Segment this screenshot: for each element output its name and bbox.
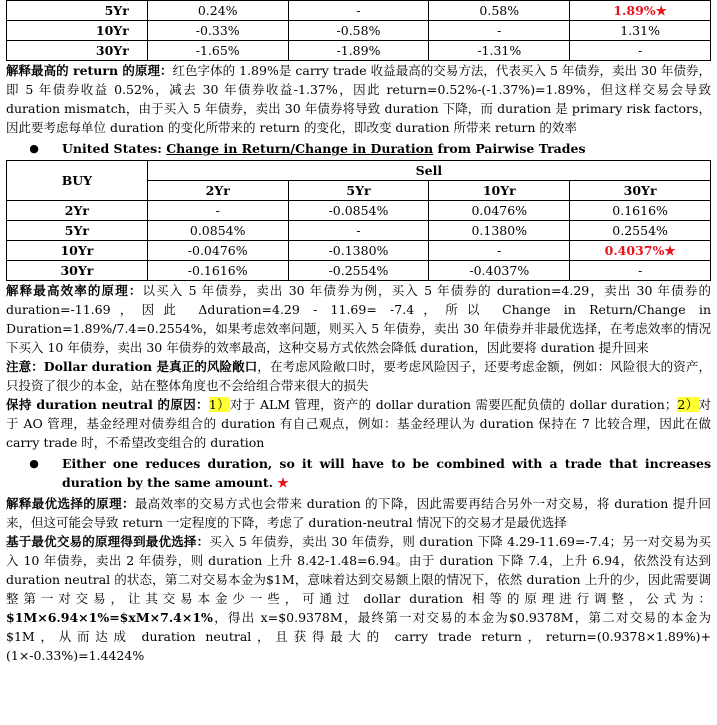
table-row — [7, 201, 711, 221]
table-cell: -0.0476% — [147, 241, 288, 261]
table-cell: 0.0476% — [429, 201, 570, 221]
paragraph-text: 买入 5 年债券，卖出 30 年债券，则 duration 下降 4.29-11.69=-7.4；另一对交易为买入 10 年债券，卖出 2 年债券，则 duration 上升 8.42-1.48=6.94。由于 duration 下降 7.4，上升 6.94，依然没有达到 duration neutral 的状态，第二对交易本金为$1M，意味着达到交易额上限的情况下，依然 duration 上升的少，因此需要调整第一对交易，让其交易本金少一些，可通过 dollar duration 相等的原理进行调整，公式为： — [6, 534, 711, 606]
bullet-icon: ● — [29, 142, 39, 155]
return-table — [6, 0, 711, 61]
paragraph-heading: 保持 duration neutral 的原因： — [6, 397, 209, 412]
table-cell: 0.24% — [147, 1, 288, 21]
paragraph-heading: 注意：Dollar duration 是真正的风险敞口 — [6, 359, 258, 374]
row-label: 10Yr — [7, 21, 148, 41]
row-label: 30Yr — [7, 41, 148, 61]
row-label: 5Yr — [7, 1, 148, 21]
paragraph-text: 对于 ALM 管理，资产的 dollar duration 需要匹配负债的 dollar duration； — [230, 397, 678, 412]
formula: $1M×6.94×1%=$xM×7.4×1% — [6, 610, 213, 625]
bullet-icon: ● — [29, 457, 39, 470]
column-header: 2Yr — [147, 181, 288, 201]
bullet-text: Either one reduces duration, so it will have to be combined with a trade that increases duration by the same amount. ★ — [62, 456, 711, 490]
table-cell: -0.0854% — [288, 201, 429, 221]
column-header: 10Yr — [429, 181, 570, 201]
row-label: 30Yr — [7, 261, 148, 281]
table-row — [7, 41, 711, 61]
paragraph-heading: 解释最高的 return 的原理： — [6, 63, 173, 78]
table-cell: - — [429, 21, 570, 41]
table-cell: 0.58% — [429, 1, 570, 21]
table-cell: - — [570, 261, 711, 281]
table-row — [7, 221, 711, 241]
highlight-marker: 2） — [677, 397, 699, 412]
row-label: 2Yr — [7, 201, 148, 221]
table-cell: -0.2554% — [288, 261, 429, 281]
table-cell: 0.1380% — [429, 221, 570, 241]
table-cell: 0.0854% — [147, 221, 288, 241]
paragraph-text: 对于 AO 管理，基金经理对债券组合的 duration 有自己观点，例如：基金经理认为 duration 保持在 7 比较合理，因此在做 carry trade 时，不希望改变组合的 duration — [6, 397, 712, 450]
column-header: 30Yr — [570, 181, 711, 201]
column-header: 5Yr — [288, 181, 429, 201]
table-cell: -1.89% — [288, 41, 429, 61]
efficiency-table — [6, 160, 711, 281]
table-row — [7, 21, 711, 41]
table-cell-highlight: 0.4037%★ — [570, 241, 711, 261]
paragraph-text: ，得出 x=$0.9378M，最终第一对交易的本金为$0.9378M，第二对交易的本金为$1M，从而达成 duration neutral，且获得最大的 carry trade return，return=(0.9378×1.89%)+(1×-0.33%)=1.4424% — [6, 610, 711, 663]
star-icon: ★ — [277, 475, 289, 490]
paragraph-highest-return — [6, 61, 711, 137]
paragraph-dollar-duration-note — [6, 357, 711, 395]
paragraph-text: 以买入 5 年债券，卖出 30 年债券为例，买入 5 年债券的 duration=4.29，卖出 30 年债券的 duration=-11.69，因此 Δduration=4.29 - 11.69= -7.4，所以 Change in Return/Change in Duration=1.89%/7.4=0.2554%，如果考虑效率问题，则买入 5 年债券，卖出 30 年债券并非最优选择，在考虑效率的情况下买入 10 年债券，卖出 30 年债券的效率最高，这种交易方式依然会降低 duration，因此要将 duration 提升回来 — [6, 283, 711, 355]
bullet-text: United States: Change in Return/Change in Duration from Pairwise Trades — [62, 141, 586, 156]
table-header-row — [7, 161, 711, 181]
paragraph-text: ，在考虑风险敞口时，要考虑风险因子，还要考虑金额，例如：风险很大的资产，只投资了很少的本金，站在整体角度也不会给组合带来很大的损失 — [6, 359, 711, 393]
paragraph-text: 红色字体的 1.89%是 carry trade 收益最高的交易方法，代表买入 5 年债券，卖出 30 年债券，即 5 年债券收益 0.52%，减去 30 年债券收益-1.37%，因此 return=0.52%-(-1.37%)=1.89%，但这样交易会导致 duration mismatch，由于买入 5 年债券，卖出 30 年债券将导致 duration 下降，而 duration 是 primary risk factors，因此要考虑每单位 duration 的变化所带来的 return 的变化，即改变 duration 所带来 return 的效率 — [6, 63, 711, 135]
paragraph-highest-efficiency — [6, 281, 711, 357]
table-cell: -1.31% — [429, 41, 570, 61]
table-cell: -0.33% — [147, 21, 288, 41]
table-cell: -0.4037% — [429, 261, 570, 281]
sell-header: Sell — [147, 161, 710, 181]
table-row — [7, 241, 711, 261]
paragraph-text: 最高效率的交易方式也会带来 duration 的下降，因此需要再结合另外一对交易，将 duration 提升回来，但这可能会导致 return 一定程度的下降，考虑了 duration-neutral 情况下的交易才是最优选择 — [6, 496, 711, 530]
buy-header: BUY — [7, 161, 148, 201]
table-cell: -0.1380% — [288, 241, 429, 261]
table-cell: - — [288, 1, 429, 21]
paragraph-optimal-choice — [6, 532, 711, 665]
paragraph-heading: 解释最高效率的原理： — [6, 283, 143, 298]
table-cell: - — [147, 201, 288, 221]
highlight-marker: 1） — [208, 397, 230, 412]
table-cell: 0.2554% — [570, 221, 711, 241]
paragraph-heading: 基于最优交易的原理得到最优选择： — [6, 534, 210, 549]
bullet-heading-us — [6, 139, 711, 158]
paragraph-duration-neutral-reason — [6, 395, 711, 452]
bullet-reduces-duration — [6, 454, 711, 492]
table-cell: 1.31% — [570, 21, 711, 41]
table-cell: - — [429, 241, 570, 261]
row-label: 10Yr — [7, 241, 148, 261]
paragraph-optimal-principle — [6, 494, 711, 532]
paragraph-heading: 解释最优选择的原理： — [6, 496, 135, 511]
table-cell: - — [288, 221, 429, 241]
table-cell: -0.1616% — [147, 261, 288, 281]
table-cell: - — [570, 41, 711, 61]
table-cell: -0.58% — [288, 21, 429, 41]
table-row — [7, 1, 711, 21]
table-cell: 0.1616% — [570, 201, 711, 221]
table-cell-highlight: 1.89%★ — [570, 1, 711, 21]
table-cell: -1.65% — [147, 41, 288, 61]
table-row — [7, 261, 711, 281]
row-label: 5Yr — [7, 221, 148, 241]
